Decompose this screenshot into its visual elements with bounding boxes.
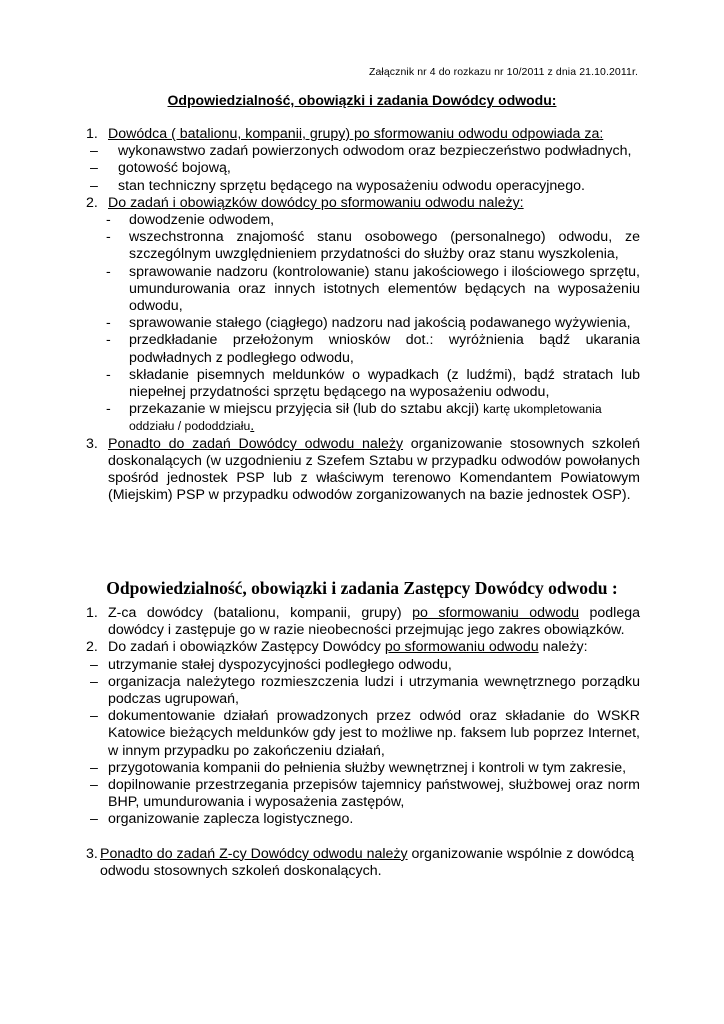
item-text	[86, 436, 640, 505]
hyphen-marker: -	[106, 332, 111, 349]
list-item	[86, 401, 640, 435]
section1-item1	[86, 126, 640, 143]
dash-marker: –	[90, 673, 98, 690]
bullet-text: utrzymanie stałej dyspozycyjności podległego odwodu,	[108, 656, 452, 673]
item-text-b: podlega dowódcy i zastępuje go w razie nieobecności przejmując jego zakres obowiązków.	[108, 605, 641, 639]
section2-title: Odpowiedzialność, obowiązki i zadania Zastępcy Dowódcy odwodu :	[106, 578, 618, 598]
item-text	[86, 846, 640, 880]
bullet-text: wykonawstwo zadań powierzonych odwodom oraz bezpieczeństwo podwładnych,	[118, 143, 632, 160]
bullet-text: przygotowania kompanii do pełnienia służby wewnętrznej i kontroli w tym zakresie,	[108, 759, 627, 776]
list-item	[86, 674, 640, 708]
dash-marker: –	[90, 143, 98, 160]
item-text: Dowódca ( batalionu, kompanii, grupy) po sformowaniu odwodu odpowiada za:	[108, 126, 604, 142]
bullet-main-text: przekazanie w miejscu przyjęcia sił (lub do sztabu akcji)	[129, 401, 480, 418]
item-number: 2.	[86, 639, 98, 656]
item-number: 3.	[86, 845, 98, 862]
list-item	[86, 657, 640, 674]
hyphen-marker: -	[106, 212, 111, 229]
list-item	[86, 178, 640, 195]
section1-item3	[86, 436, 640, 505]
dash-marker: –	[90, 759, 98, 776]
list-item	[86, 212, 640, 229]
list-item	[86, 315, 640, 332]
bullet-text: składanie pisemnych meldunków o wypadkach (z ludźmi), bądź stratach lub niepełnej przydatności sprzętu będącego na wyposażeniu odwodu,	[129, 366, 640, 401]
dash-marker: –	[90, 777, 98, 794]
section1-title: Odpowiedzialność, obowiązki i zadania Dowódcy odwodu:	[167, 92, 557, 108]
list-item	[86, 264, 640, 316]
bullet-end-mark: .	[250, 418, 255, 435]
bullet-text: przedkładanie przełożonym wniosków dot.: wyróżnienia bądź ukarania podwładnych z podległego odwodu,	[129, 332, 640, 366]
bullet-text: organizowanie zaplecza logistycznego.	[108, 811, 354, 828]
list-item	[86, 777, 640, 811]
item-text-a: Z-ca dowódcy (batalionu, kompanii, grupy)	[108, 605, 402, 621]
dash-marker: –	[90, 811, 98, 828]
item-number: 3.	[86, 435, 98, 452]
item-text	[86, 605, 640, 639]
bullet-text: sprawowanie stałego (ciągłego) nadzoru nad jakością podawanego wyżywienia,	[129, 315, 631, 332]
spacer	[86, 829, 640, 846]
dash-marker: –	[90, 160, 98, 177]
dash-marker: –	[90, 708, 98, 725]
hyphen-marker: -	[106, 263, 111, 280]
item-text-underlined: Ponadto do zadań Dowódcy odwodu należy	[108, 435, 404, 452]
item-text-underlined: po sformowaniu odwodu	[412, 605, 579, 621]
list-item	[86, 143, 640, 160]
hyphen-marker: -	[106, 366, 111, 383]
list-item	[86, 811, 640, 828]
bullet-text	[86, 401, 640, 435]
item-text-a: Do zadań i obowiązków Zastępcy Dowódcy	[108, 639, 381, 656]
item-text-underlined: po sformowaniu odwodu	[384, 639, 539, 656]
list-item	[86, 760, 640, 777]
bullet-text: dopilnowanie przestrzegania przepisów tajemnicy państwowej, służbowej oraz norm BHP, umundurowania i wyposażenia zastępów,	[108, 777, 640, 811]
bullet-small-text: kartę ukompletowania oddziału / pododdziału	[129, 402, 602, 434]
item-number: 1.	[86, 605, 98, 621]
list-item	[86, 332, 640, 366]
bullet-text: wszechstronna znajomość stanu osobowego (personalnego) odwodu, ze szczególnym uwzględnieniem przydatności do służby oraz stanu wyszkolenia,	[129, 229, 640, 263]
item-text-underlined: Ponadto do zadań Z-cy Dowódcy odwodu należy	[100, 845, 408, 862]
list-item	[86, 367, 640, 401]
section2-item3	[86, 846, 640, 880]
section2-item2	[86, 639, 640, 656]
bullet-text: organizacja należytego rozmieszczenia ludzi i utrzymania wewnętrznego porządku podczas ugrupowań,	[108, 673, 640, 708]
list-item	[86, 160, 640, 177]
dash-marker: –	[90, 656, 98, 673]
section2-item1	[86, 605, 640, 639]
list-item	[86, 229, 640, 263]
section1-item2	[86, 195, 640, 212]
item-text: Do zadań i obowiązków dowódcy po sformowaniu odwodu należy:	[108, 194, 524, 211]
item-text-rest: organizowanie stosownych szkoleń doskonalących (w uzgodnieniu z Szefem Sztabu w przypadku odwodów powołanych spośród jednostek PSP lub z właściwym terenowo Komendantem Powiatowym (Miejskim) PSP w przypadku odwodów zorganizowanych na bazie jednostek OSP).	[108, 435, 640, 504]
item-text	[86, 639, 640, 656]
item-number: 2.	[86, 194, 98, 211]
bullet-text: sprawowanie nadzoru (kontrolowanie) stanu jakościowego i ilościowego sprzętu, umundurowania oraz innych istotnych elementów będących na wyposażeniu odwodu,	[129, 263, 640, 315]
section2-content	[86, 605, 640, 880]
bullet-text: dokumentowanie działań prowadzonych przez odwód oraz składanie do WSKR Katowice bieżących meldunków gdy jest to możliwe np. faksem lub poprzez Internet, w innym przypadku po zakończeniu działań,	[108, 708, 640, 759]
bullet-text: dowodzenie odwodem,	[129, 212, 275, 229]
dash-marker: –	[90, 177, 98, 194]
attachment-note: Załącznik nr 4 do rozkazu nr 10/2011 z dnia 21.10.2011r.	[368, 66, 638, 78]
section1-content	[86, 126, 640, 504]
hyphen-marker: -	[106, 229, 111, 246]
list-item	[86, 708, 640, 760]
bullet-text: gotowość bojową,	[118, 160, 231, 177]
hyphen-marker: -	[106, 315, 111, 332]
item-text-rest: organizowanie wspólnie z dowódcą odwodu stosownych szkoleń doskonalących.	[100, 845, 634, 879]
item-text-b: należy:	[542, 639, 588, 656]
item-number: 1.	[86, 126, 98, 142]
hyphen-marker: -	[106, 401, 111, 418]
bullet-text: stan techniczny sprzętu będącego na wyposażeniu odwodu operacyjnego.	[118, 177, 585, 194]
